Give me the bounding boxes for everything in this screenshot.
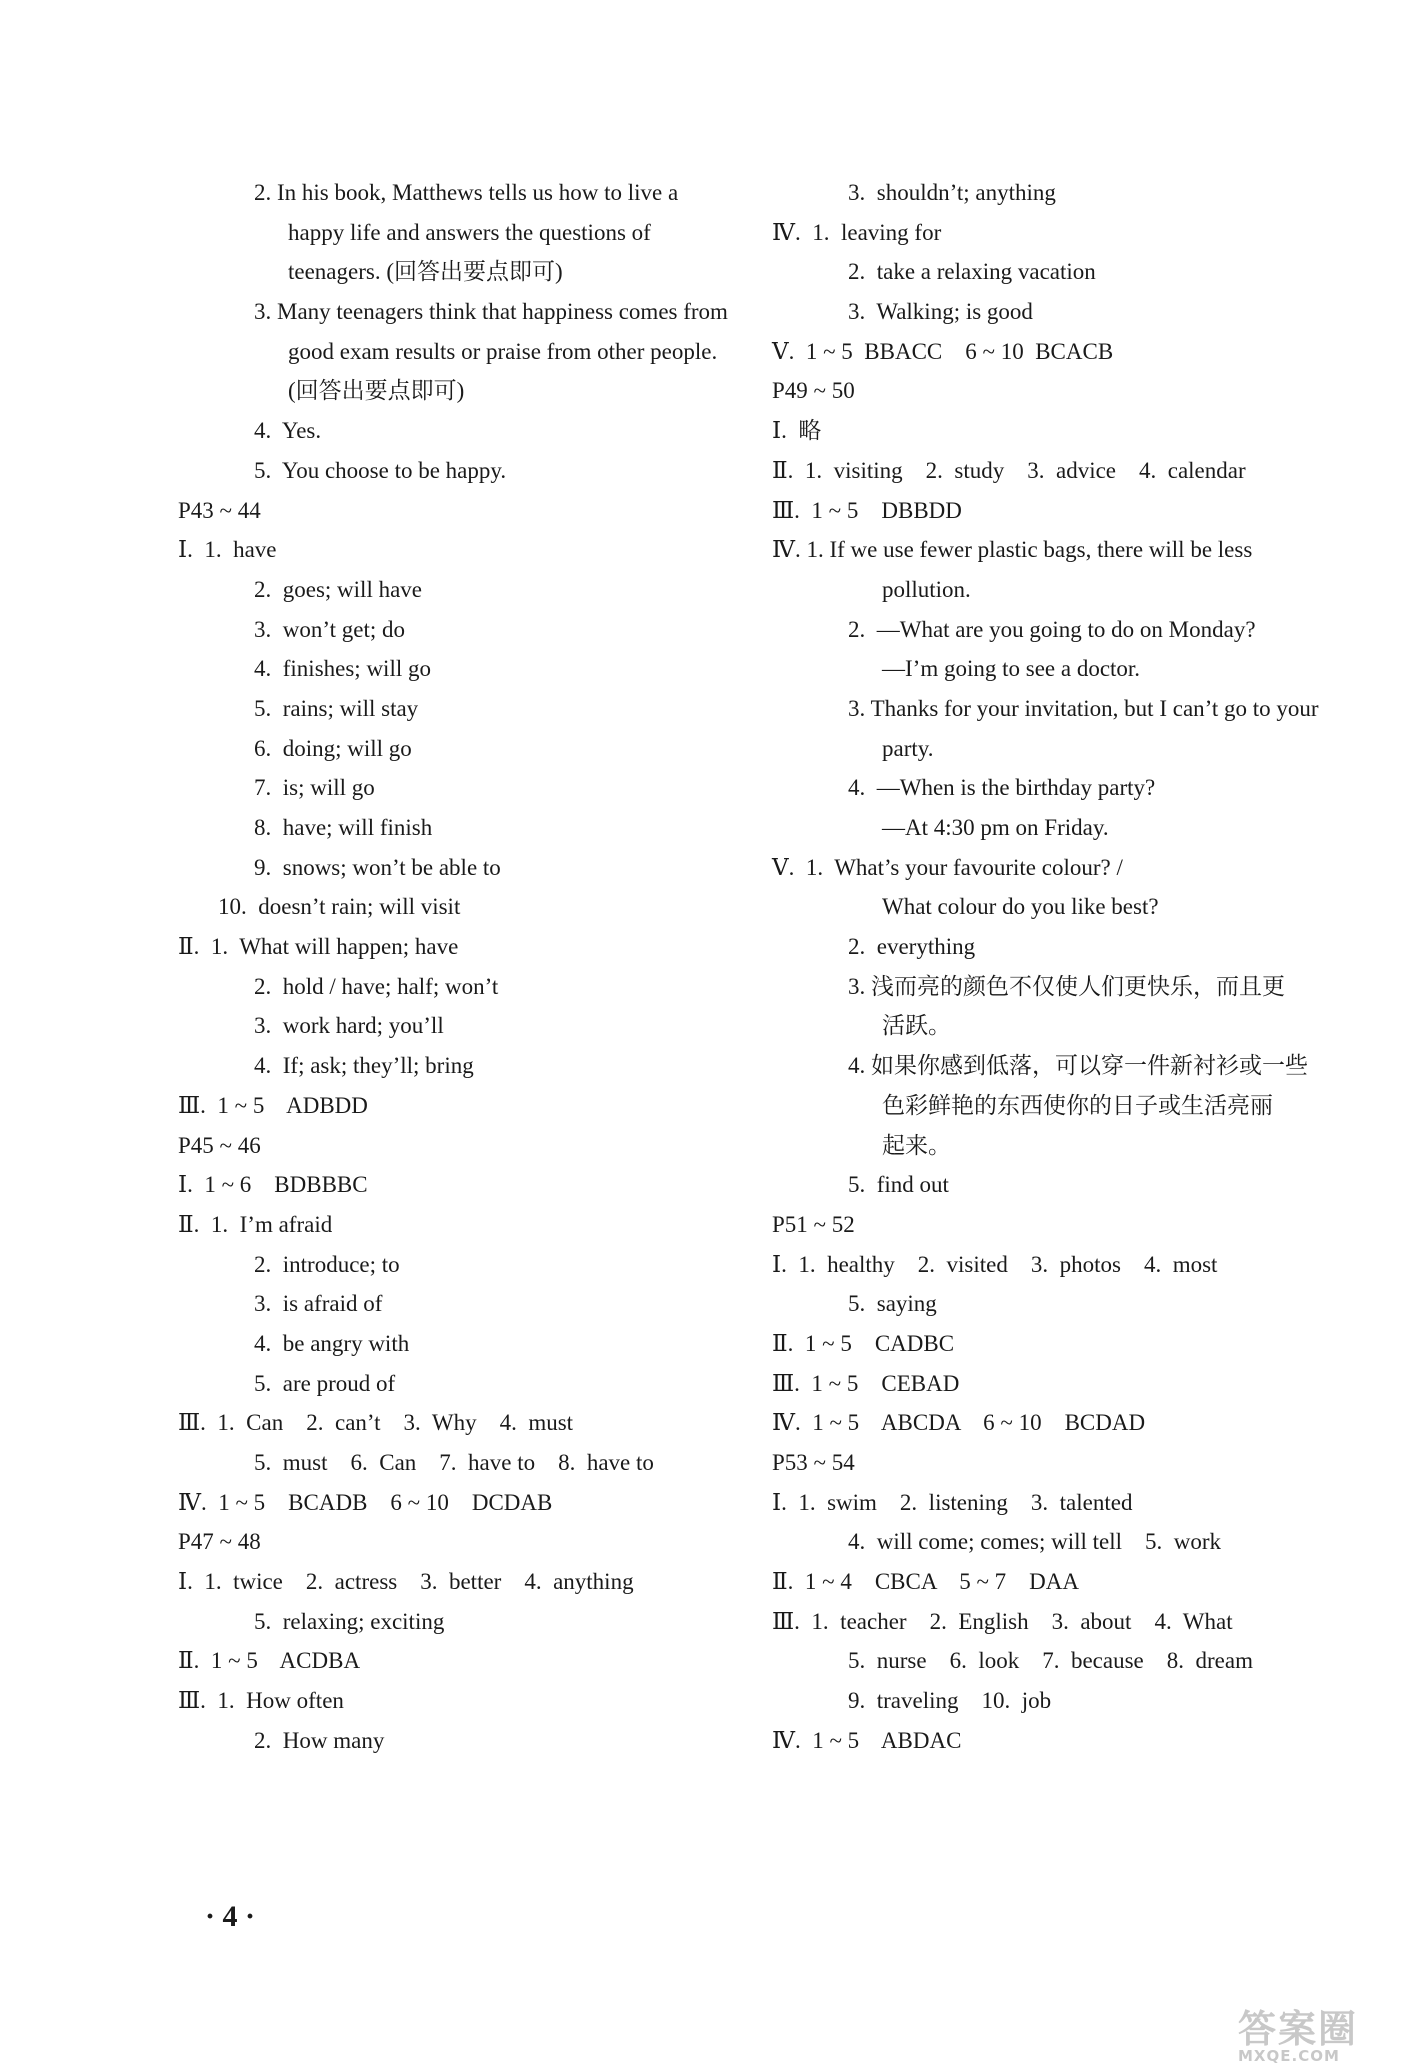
- answer-line: Ⅱ. 1. What will happen; have: [178, 934, 459, 960]
- answer-line: —I’m going to see a doctor.: [882, 656, 1141, 682]
- answer-line: 2. In his book, Matthews tells us how to live a: [254, 180, 679, 205]
- answer-line: 5. relaxing; exciting: [254, 1608, 445, 1634]
- watermark-text: 答案圈: [1238, 2007, 1359, 2051]
- answer-line: 2. —What are you going to do on Monday?: [848, 616, 1256, 642]
- answer-line: P53 ~ 54: [772, 1450, 855, 1475]
- answer-line: 3. 浅而亮的颜色不仅使人们更快乐，而且更: [848, 973, 1285, 999]
- answer-line: 9. traveling 10. job: [848, 1688, 1052, 1714]
- answer-line: 5. must 6. Can 7. have to 8. have to: [254, 1450, 654, 1475]
- answer-line: Ⅱ. 1 ~ 4 CBCA 5 ~ 7 DAA: [772, 1569, 1079, 1595]
- answer-line: 活跃。: [882, 1013, 951, 1039]
- answer-line: Ⅱ. 1 ~ 5 CADBC: [772, 1330, 955, 1356]
- answer-line: 4. 如果你感到低落，可以穿一件新衬衫或一些: [848, 1053, 1308, 1079]
- answer-line: good exam results or praise from other people.: [288, 338, 718, 364]
- answer-line: 4. be angry with: [254, 1330, 410, 1356]
- answer-line: Ⅰ. 1. healthy 2. visited 3. photos 4. most: [772, 1251, 1218, 1277]
- answer-line: P51 ~ 52: [772, 1211, 855, 1237]
- answer-line: 3. Walking; is good: [848, 299, 1033, 325]
- answer-line: Ⅲ. 1. Can 2. can’t 3. Why 4. must: [178, 1410, 574, 1436]
- right-column: [772, 173, 1332, 1761]
- answer-line: 3. work hard; you’ll: [254, 1013, 444, 1039]
- answer-line: 3. Thanks for your invitation, but I can’t go to your: [848, 695, 1319, 721]
- watermark-logo: [1238, 1998, 1398, 2065]
- answer-line: Ⅰ. 1. have: [178, 537, 277, 563]
- page-number: · 4 ·: [205, 1900, 256, 1933]
- answer-line: 7. is; will go: [254, 775, 375, 801]
- answer-line: Ⅰ. 1 ~ 6 BDBBBC: [178, 1172, 368, 1198]
- watermark-site: MXQE.COM: [1238, 2047, 1340, 2065]
- answer-line: pollution.: [882, 576, 971, 602]
- answer-line: 5. are proud of: [254, 1370, 396, 1396]
- answer-line: 8. have; will finish: [254, 815, 433, 840]
- answer-line: —At 4:30 pm on Friday.: [882, 815, 1109, 840]
- answer-line: 6. doing; will go: [254, 735, 412, 761]
- answer-line: 4. —When is the birthday party?: [848, 775, 1156, 801]
- answer-line: party.: [882, 735, 934, 761]
- answer-line: 2. take a relaxing vacation: [848, 259, 1096, 285]
- answer-line: 5. rains; will stay: [254, 695, 419, 721]
- answer-line: Ⅰ. 略: [772, 418, 822, 444]
- answer-line: Ⅲ. 1 ~ 5 CEBAD: [772, 1370, 960, 1396]
- answer-line: Ⅴ. 1. What’s your favourite colour? /: [772, 854, 1123, 880]
- answer-line: teenagers. (回答出要点即可): [288, 259, 563, 285]
- answer-line: Ⅲ. 1. How often: [178, 1688, 344, 1714]
- answer-line: Ⅲ. 1. teacher 2. English 3. about 4. What: [772, 1608, 1233, 1634]
- answer-line: Ⅱ. 1 ~ 5 ACDBA: [178, 1648, 361, 1674]
- answer-line: P47 ~ 48: [178, 1529, 261, 1555]
- answer-line: 10. doesn’t rain; will visit: [218, 894, 461, 920]
- answer-line: 2. hold / have; half; won’t: [254, 973, 499, 999]
- answer-line: 4. will come; comes; will tell 5. work: [848, 1529, 1222, 1555]
- answer-line: 2. introduce; to: [254, 1251, 400, 1277]
- answer-line: 3. Many teenagers think that happiness comes from: [254, 299, 728, 325]
- answer-line: 4. Yes.: [254, 418, 322, 444]
- answer-line: 2. goes; will have: [254, 576, 422, 602]
- answer-line: Ⅳ. 1. If we use fewer plastic bags, there will be less: [772, 537, 1253, 563]
- answer-line: 5. nurse 6. look 7. because 8. dream: [848, 1648, 1253, 1674]
- answer-line: Ⅱ. 1. I’m afraid: [178, 1211, 333, 1237]
- answer-line: 3. won’t get; do: [254, 616, 405, 642]
- answer-line: Ⅱ. 1. visiting 2. study 3. advice 4. calendar: [772, 457, 1246, 483]
- answer-line: 4. If; ask; they’ll; bring: [254, 1053, 474, 1079]
- answer-line: (回答出要点即可): [288, 378, 465, 404]
- answer-line: 5. saying: [848, 1291, 937, 1317]
- answer-line: 色彩鲜艳的东西使你的日子或生活亮丽: [882, 1092, 1273, 1118]
- left-column: [178, 173, 738, 1761]
- answer-line: 2. everything: [848, 934, 976, 960]
- answer-line: 3. is afraid of: [254, 1291, 383, 1317]
- answer-line: Ⅳ. 1 ~ 5 ABCDA 6 ~ 10 BCDAD: [772, 1410, 1146, 1436]
- answer-line: happy life and answers the questions of: [288, 219, 651, 245]
- answer-line: Ⅲ. 1 ~ 5 DBBDD: [772, 497, 962, 523]
- answer-line: 5. You choose to be happy.: [254, 457, 507, 483]
- answer-line: What colour do you like best?: [882, 894, 1159, 920]
- answer-line: 3. shouldn’t; anything: [848, 180, 1056, 205]
- answer-line: 2. How many: [254, 1727, 385, 1753]
- answer-line: P45 ~ 46: [178, 1132, 261, 1158]
- answer-line: 4. finishes; will go: [254, 656, 431, 682]
- answer-line: 起来。: [882, 1132, 951, 1158]
- answer-line: 9. snows; won’t be able to: [254, 854, 501, 880]
- answer-line: Ⅴ. 1 ~ 5 BBACC 6 ~ 10 BCACB: [772, 338, 1114, 364]
- answer-line: Ⅰ. 1. swim 2. listening 3. talented: [772, 1489, 1133, 1515]
- answer-line: Ⅳ. 1 ~ 5 BCADB 6 ~ 10 DCDAB: [178, 1489, 553, 1515]
- answer-line: P49 ~ 50: [772, 378, 855, 404]
- answer-line: 5. find out: [848, 1172, 949, 1198]
- answer-line: Ⅳ. 1. leaving for: [772, 219, 942, 245]
- answer-line: Ⅰ. 1. twice 2. actress 3. better 4. anything: [178, 1569, 634, 1595]
- answer-line: Ⅳ. 1 ~ 5 ABDAC: [772, 1727, 962, 1753]
- answer-line: Ⅲ. 1 ~ 5 ADBDD: [178, 1092, 368, 1118]
- answer-line: P43 ~ 44: [178, 497, 261, 523]
